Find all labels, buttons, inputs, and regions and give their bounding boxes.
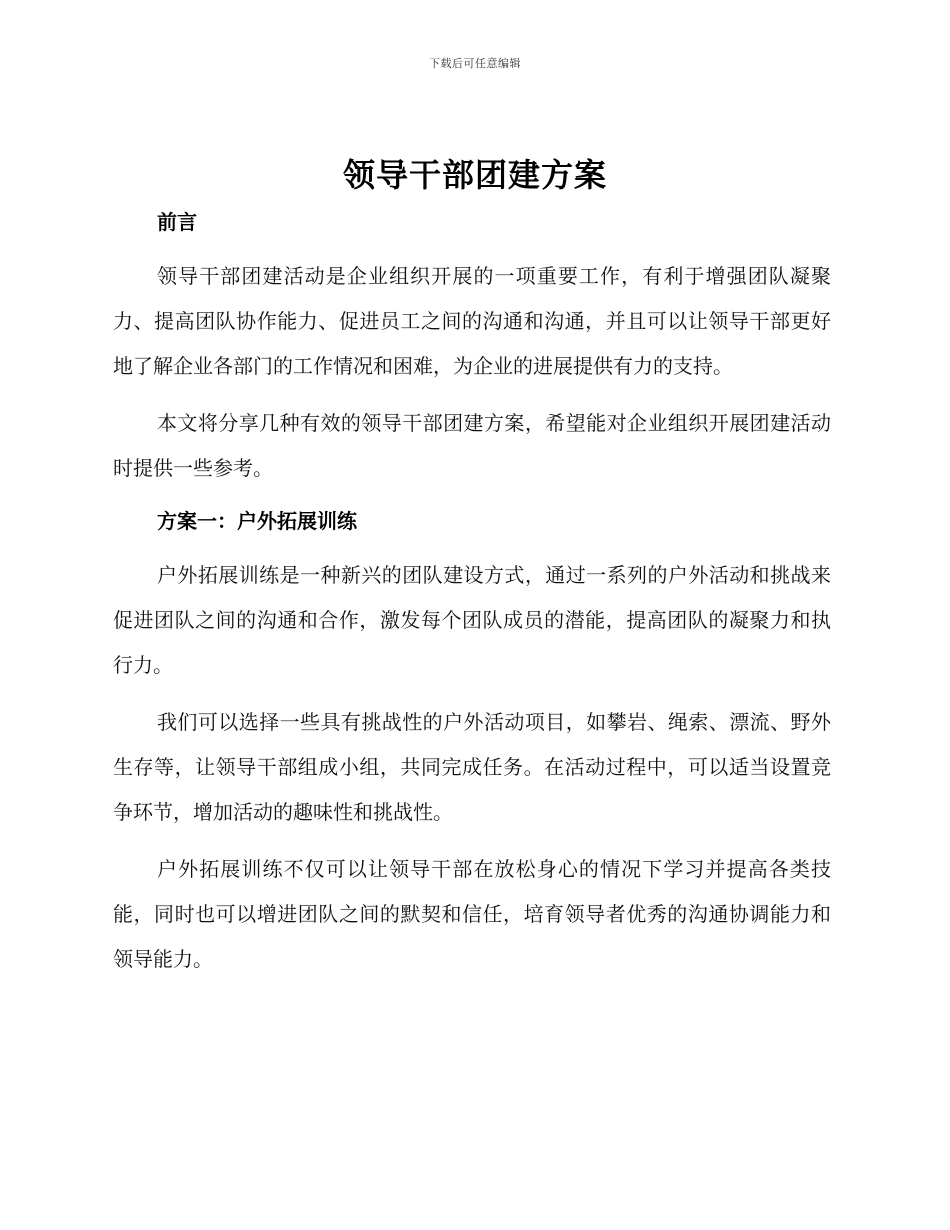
paragraph-preface-1: 领导干部团建活动是企业组织开展的一项重要工作，有利于增强团队凝聚力、提高团队协作能力、促进员工之间的沟通和沟通，并且可以让领导干部更好地了解企业各部门的工作情况和困难，为企业的进展提供有力的支持。: [113, 264, 831, 378]
paragraph-plan-1-3: 户外拓展训练不仅可以让领导干部在放松身心的情况下学习并提高各类技能，同时也可以增进团队之间的默契和信任，培育领导者优秀的沟通协调能力和领导能力。: [113, 857, 831, 971]
paragraph-plan-1-2: 我们可以选择一些具有挑战性的户外活动项目，如攀岩、绳索、漂流、野外生存等，让领导干部组成小组，共同完成任务。在活动过程中，可以适当设置竞争环节，增加活动的趣味性和挑战性。: [113, 710, 831, 824]
section-heading-preface: 前言: [157, 210, 197, 234]
paragraph-preface-2: 本文将分享几种有效的领导干部团建方案，希望能对企业组织开展团建活动时提供一些参考。: [113, 411, 831, 480]
document-title: 领导干部团建方案: [342, 156, 607, 194]
paragraph-plan-1-1: 户外拓展训练是一种新兴的团队建设方式，通过一系列的户外活动和挑战来促进团队之间的沟通和合作，激发每个团队成员的潜能，提高团队的凝聚力和执行力。: [113, 563, 831, 677]
section-heading-plan-1: 方案一：户外拓展训练: [157, 509, 357, 533]
header-note: 下载后可任意编辑: [429, 57, 521, 70]
document-body: [113, 205, 831, 982]
